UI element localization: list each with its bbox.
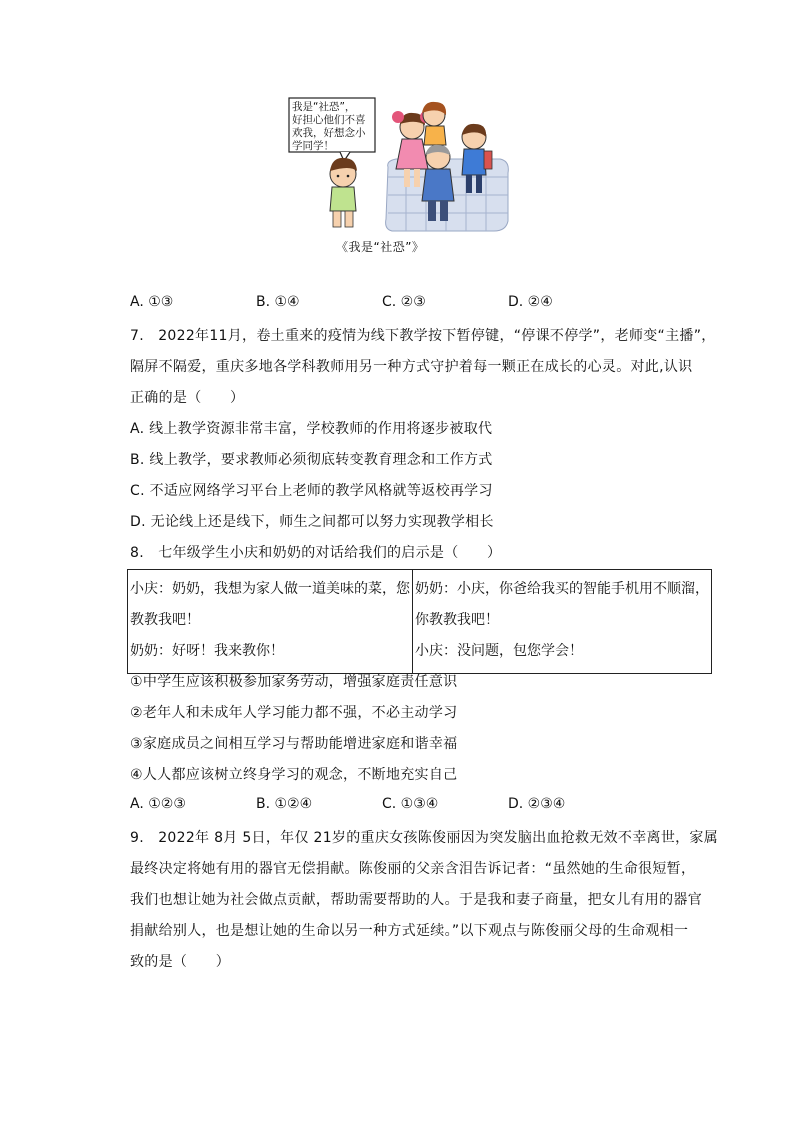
dialogue-left-line-1: 小庆：奶奶，我想为家人做一道美味的菜，您 (130, 581, 410, 597)
q7-stem-line-3: 正确的是（ ） (130, 390, 245, 406)
q7-option-b[interactable]: B. 线上教学，要求教师必须彻底转变教育理念和工作方式 (130, 452, 493, 468)
q8-option-a[interactable]: A. ①②③ (130, 796, 186, 812)
girl-orange-figure (422, 102, 446, 145)
q6-option-d[interactable]: D. ②④ (508, 294, 553, 310)
q9-stem-line-5: 致的是（ ） (130, 954, 231, 970)
q7-option-a[interactable]: A. 线上教学资源非常丰富，学校教师的作用将逐步被取代 (130, 421, 493, 437)
q7-option-d[interactable]: D. 无论线上还是线下，师生之间都可以努力实现教学相长 (130, 514, 494, 530)
q8-dialogue-left (128, 570, 413, 674)
dialogue-right-line-1: 奶奶：小庆，你爸给我买的智能手机用不顺溜， (415, 581, 709, 597)
social-anxiety-cartoon (288, 97, 510, 233)
illustration-caption: 《我是“社恐”》 (336, 240, 425, 254)
q7-option-c[interactable]: C. 不适应网络学习平台上老师的教学风格就等返校再学习 (130, 483, 493, 499)
q6-option-c[interactable]: C. ②③ (382, 294, 426, 310)
q9-stem-line-4: 捐献给别人，也是想让她的生命以另一种方式延续。”以下观点与陈俊丽父母的生命观相一 (130, 923, 689, 939)
q8-statement-2: ②老年人和未成年人学习能力都不强，不必主动学习 (130, 705, 458, 721)
q8-dialogue-right (413, 570, 712, 674)
bubble-line-3: 欢我，好想念小 (292, 127, 366, 139)
q8-option-d[interactable]: D. ②③④ (508, 796, 566, 812)
bubble-line-1: 我是“社恐”， (292, 101, 356, 113)
q9-stem-line-2: 最终决定将她有用的器官无偿捐献。陈俊丽的父亲含泪告诉记者：“虽然她的生命很短暂， (130, 861, 696, 877)
dialogue-left-line-3: 奶奶：好呀！我来教你！ (130, 643, 284, 659)
bubble-line-4: 学同学！ (292, 140, 334, 152)
q6-options (130, 294, 690, 316)
q8-option-b[interactable]: B. ①②④ (256, 796, 313, 812)
dialogue-right-line-3: 小庆：没问题，包您学会！ (415, 643, 583, 659)
q8-options (130, 796, 690, 818)
dialogue-left-line-2: 教教我吧！ (130, 612, 200, 628)
q9-stem-line-1: 9. 2022年 8月 5日，年仅 21岁的重庆女孩陈俊丽因为突发脑出血抢救无效不幸离世，家属 (130, 830, 719, 846)
q6-option-b[interactable]: B. ①④ (256, 294, 300, 310)
q8-stem: 8. 七年级学生小庆和奶奶的对话给我们的启示是（ ） (130, 545, 502, 561)
q8-statement-4: ④人人都应该树立终身学习的观念，不断地充实自己 (130, 767, 458, 783)
q8-dialogue-table (127, 569, 712, 674)
q8-option-c[interactable]: C. ①③④ (382, 796, 439, 812)
q7-stem-line-1: 7. 2022年11月，卷土重来的疫情为线下教学按下暂停键，“停课不停学”，老师变“主播”， (130, 328, 716, 344)
q9-stem-line-3: 我们也想让她为社会做点贡献，帮助需要帮助的人。于是我和妻子商量，把女儿有用的器官 (130, 892, 702, 908)
q8-statement-1: ①中学生应该积极参加家务劳动，增强家庭责任意识 (130, 674, 458, 690)
shy-boy-figure (330, 158, 357, 227)
q6-option-a[interactable]: A. ①③ (130, 294, 174, 310)
q8-statement-3: ③家庭成员之间相互学习与帮助能增进家庭和谐幸福 (130, 736, 458, 752)
bubble-line-2: 好担心他们不喜 (292, 114, 366, 126)
q7-stem-line-2: 隔屏不隔爱，重庆多地各学科教师用另一种方式守护着每一颗正在成长的心灵。对此,认识 (130, 359, 693, 375)
dialogue-right-line-2: 你教教我吧！ (415, 612, 499, 628)
speech-bubble (289, 98, 375, 161)
